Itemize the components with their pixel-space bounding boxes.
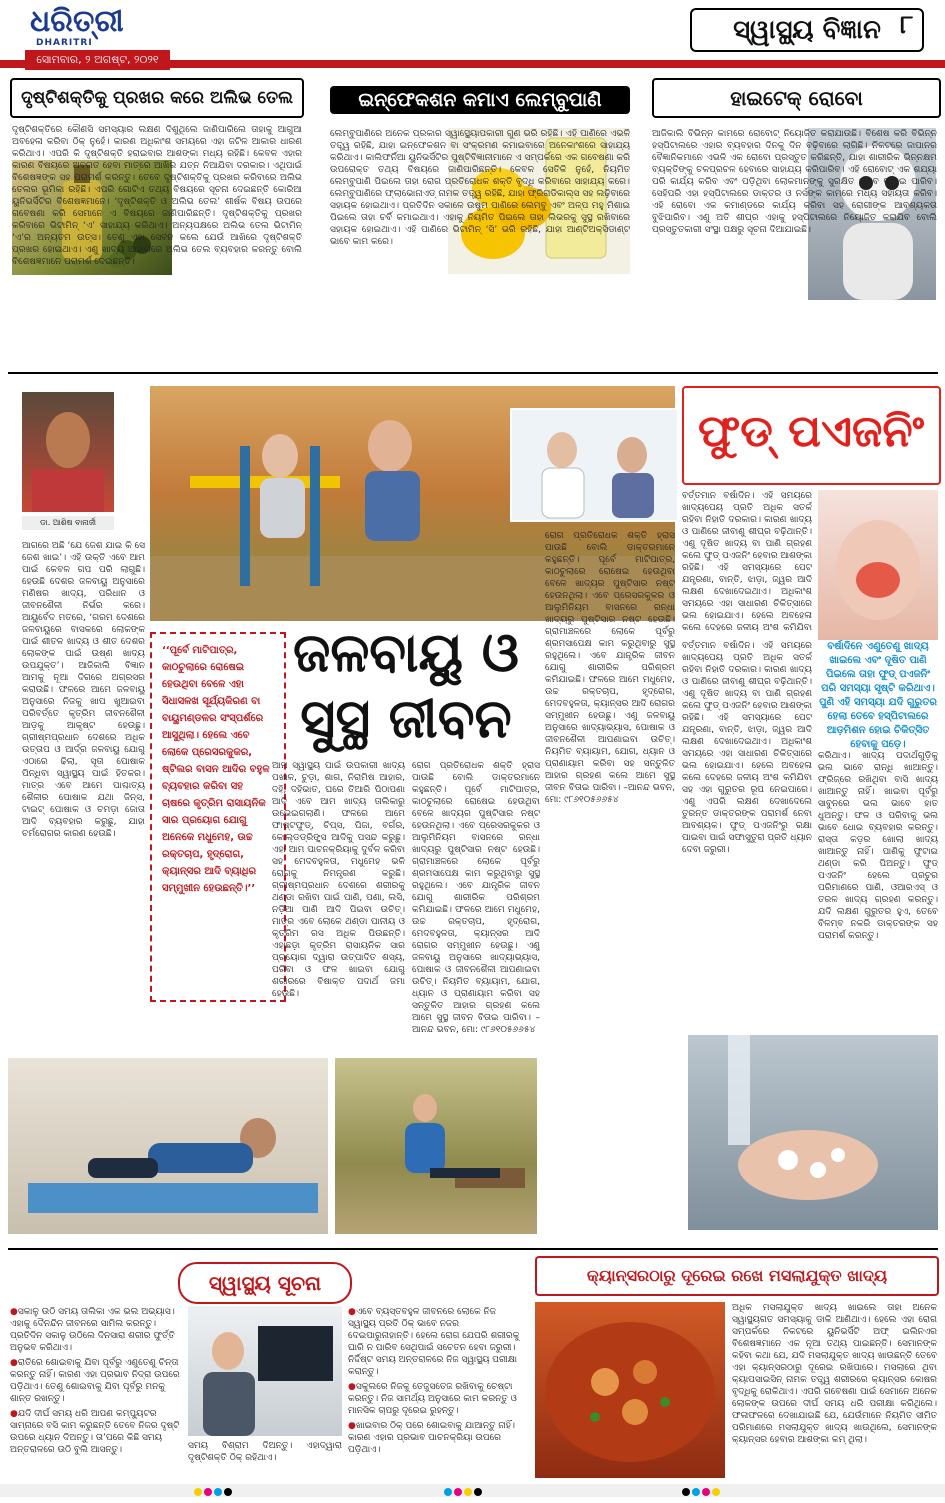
health-tips-col2 bbox=[348, 1306, 526, 1481]
hand-wash-icon bbox=[688, 1035, 938, 1230]
tip-item: ● ଏବେ ବ୍ୟସ୍ତବହୁଳ ଜୀବନରେ ଲୋକେ ନିଜ ସ୍ୱାସ୍ଥ୍ୟ ପ୍ରତି ଠିକ୍ ଭାବେ ନଜର ଦେଇପାରୁନାହାନ୍ତି। ହେଲେ ରୋଗ ଯେପରି ଶରୀରକୁ ଘାରି ନ ପାରିବ ସେଥିପାଇଁ ସଚେତନ ହେବା ଜରୁରୀ। ନିର୍ଦ୍ଦିଷ୍ଟ ସମୟ ଅନ୍ତରାଳରେ ନିଜ ସ୍ୱାସ୍ଥ୍ୟ ପରୀକ୍ଷା କରାନ୍ତୁ। bbox=[348, 1306, 526, 1378]
tip-item: ● ସକାଳୁ ଉଠି ସମୟ ତାଲିକା ଏକ ଭଲ ଅଭ୍ୟାସ। ଏହାକୁ ଦୈନନ୍ଦିନ ଜୀବନରେ ସାମିଲ କରନ୍ତୁ। ପ୍ରତିଦିନ ସକାଳୁ ଉଠିଲେ ଦିନସାରା ଶରୀର ଫୁର୍ତ୍ତି ଅନୁଭବ କରିଥାଏ। bbox=[10, 1306, 185, 1354]
food-poison-body-col3: କରିଥାଏ। ଖାଦ୍ୟ ପଦାର୍ଥଗୁଡ଼ିକୁ ଭଲ ଭାବେ ରାନ୍ଧି ଖାଆନ୍ତୁ। ଫ୍ରିଜ୍‌ରେ ରଖିଥିବା ବାସି ଖାଦ୍ୟ ଖାଆନ୍ତୁ ନାହିଁ। ଖାଇବା ପୂର୍ବରୁ ସାବୁନରେ ଭଲ ଭାବେ ହାତ ଧୁଅନ୍ତୁ। ଫଳ ଓ ପରିବାକୁ ଭଲ ଭାବେ ଧୋଇ ବ୍ୟବହାର କରନ୍ତୁ। ରାସ୍ତା କଡ଼ର ଖୋଲା ଖାଦ୍ୟ ଖାଆନ୍ତୁ ନାହିଁ। ପାଣିକୁ ଫୁଟାଇ ଥଣ୍ଡା କରି ପିଅନ୍ତୁ। ଫୁଡ୍ ପଏଜନିଂ ହେଲେ ପ୍ରଚୁର ପରିମାଣରେ ପାଣି, ଓଆରଏସ୍ ଓ ତରଳ ଖାଦ୍ୟ ଗ୍ରହଣ କରନ୍ତୁ। ଯଦି ଲକ୍ଷଣ ଗୁରୁତର ହୁଏ, ତେବେ ବିଳମ୍ବ ନକରି ଡାକ୍ତରଙ୍କ ସହ ପରାମର୍ଶ କରନ୍ତୁ। bbox=[818, 751, 938, 941]
health-tips-title: ସ୍ୱାସ୍ଥ୍ୟ ସୂଚନା bbox=[178, 1262, 352, 1304]
doctor-consultation-photo bbox=[510, 408, 679, 522]
climate-title-line2: ସୁସ୍ଥ ଜୀବନ bbox=[300, 687, 512, 750]
lemon-article-title: ଇନ୍‌ଫେକଶନ କମାଏ ଲେମ୍ବୁପାଣି bbox=[330, 86, 630, 114]
woman-stretching-icon bbox=[335, 1058, 537, 1234]
newspaper-logo-english: DHARITRI bbox=[36, 38, 93, 48]
food-poison-body-col2: ବର୍ତ୍ତମାନ ବର୍ଷାଦିନ। ଏହି ସମୟରେ ଖାଦ୍ୟପେୟ ପ୍ରତି ଅଧିକ ସତର୍କ ରହିବା ନିହାତି ଦରକାର। କାରଣ ଖାଦ୍ୟ ଓ ପାଣିରେ ଜୀବାଣୁ ଶୀଘ୍ର ବଢ଼ିଥାନ୍ତି। ଏଣୁ ଦୂଷିତ ଖାଦ୍ୟ ବା ପାଣି ଗ୍ରହଣ କଲେ ଫୁଡ୍ ପଏଜନିଂ ହେବାର ଆଶଙ୍କା ରହିଛି। ଏହି ସମସ୍ୟାରେ ପେଟ ଯନ୍ତ୍ରଣା, ବାନ୍ତି, ଝାଡ଼ା, ଜ୍ୱର ଆଦି ଲକ୍ଷଣ ଦେଖାଦେଇଥାଏ। ଅଧିକାଂଶ ସମୟରେ ଏହା ସାଧାରଣ ଚିକିତ୍ସାରେ ଭଲ ହୋଇଯାଏ। ହେଲେ ଅବହେଳା କଲେ ଦେହରେ ଜଳୀୟ ଅଂଶ କମିଯିବା ସହ ଏହା ଗୁରୁତର ରୂପ ନେଇପାରେ। ଏଣୁ ଏପରି ଲକ୍ଷଣ ଦେଖାଦେଲେ ତୁରନ୍ତ ଡାକ୍ତରଙ୍କ ପରାମର୍ଶ ନେବା ଆବଶ୍ୟକ। ଫୁଡ୍ ପଏଜନିଂରୁ ରକ୍ଷା ପାଇବା ପାଇଁ ସଫାସୁତୁରା ପ୍ରତି ଧ୍ୟାନ ଦେବା ଜରୁରୀ। bbox=[682, 641, 812, 855]
man-at-computer-icon bbox=[188, 1306, 342, 1436]
stomach-ache-photo bbox=[818, 490, 938, 640]
health-tips-footer: ସମୟ ବିଶ୍ରାମ ଦିଅନ୍ତୁ। ଏହାଦ୍ୱାରା ଦୃଷ୍ଟିଶକ୍ତି ଠିକ୍ ରହିଥାଏ। bbox=[188, 1441, 342, 1463]
eye-article-title: ଦୃଷ୍ଟିଶକ୍ତିକୁ ପ୍ରଖର କରେ ଅଲିଭ ତେଲ bbox=[10, 78, 304, 118]
author-photo bbox=[22, 392, 114, 512]
robot-article-title: ହାଇଟେକ୍ ରୋବୋ bbox=[652, 78, 941, 118]
climate-article-col4: ରୋଗ ପ୍ରତିରୋଧକ ଶକ୍ତି ହ୍ରାସ ପାଉଛି ବୋଲି ଡାକ୍ତରମାନେ କହୁଛନ୍ତି। ପୂର୍ବେ ମାଟିପାତ୍ର, କାଠଚୁଲାରେ ରୋଷେଇ ହେଉଥିବା ବେଳେ ଖାଦ୍ୟର ପୁଷ୍ଟିସାର ନଷ୍ଟ ହେଉନଥିଲା। ଏବେ ପ୍ରେସରକୁକର ଓ ଆଲୁମିନିୟମ ବାସନରେ ରନ୍ଧା ଖାଦ୍ୟରୁ ପୁଷ୍ଟିସାର ନଷ୍ଟ ହେଉଛି। ଗ୍ରାମାଞ୍ଚଳରେ ଲୋକେ ପୂର୍ବରୁ ଶ୍ରମସାପେକ୍ଷ କାମ କରୁଥିବାରୁ ସୁସ୍ଥ ରହୁଥିଲେ। ଏବେ ଯାନ୍ତ୍ରିକ ଜୀବନ ଯୋଗୁ ଶାରୀରିକ ପରିଶ୍ରମ କମିଯାଇଛି। ଫଳରେ ଆମେ ମଧୁମେହ, ଉଚ୍ଚ ରକ୍ତଚାପ, ହୃଦ୍‌ରୋଗ, ମେଦବହୁଳତା, କ୍ୟାନ୍‌ସର ଆଦି ରୋଗର ସମ୍ମୁଖୀନ ହେଉଛୁ। ଏଣୁ ଜଳବାୟୁ ଅନୁସାରେ ଖାଦ୍ୟାଭ୍ୟାସ, ପୋଷାକ ଓ ଜୀବନଶୈଳୀ ଆପଣାଇବା ଉଚିତ୍। ନିୟମିତ ବ୍ୟାୟାମ, ଯୋଗ, ଧ୍ୟାନ ଓ ପ୍ରାଣାୟାମ କରିବା ସହ ସନ୍ତୁଳିତ ଆହାର ଗ୍ରହଣ କଲେ ଆମେ ସୁସ୍ଥ ଜୀବନ ବିତାଇ ପାରିବା। –ଆନନ୍ଦ ଭବନ, ମୋ: ୯୮୬୧୦୫୬୬୫୪ bbox=[545, 531, 675, 805]
newspaper-logo: ଧରିତ୍ରୀ bbox=[30, 4, 124, 39]
author-name: ଡା. ଆଶିଷ ବାନାର୍ଜୀ bbox=[22, 516, 114, 530]
hand-washing-photo bbox=[688, 1035, 938, 1230]
climate-article-col2: ଆମ ସ୍ୱାସ୍ଥ୍ୟ ପାଇଁ ଉପକାରୀ ଖାଦ୍ୟ ପଖାଳ, ଚୁଡ଼ା, ଶାଗ, ନିରାମିଷ ଆହାର, ଦହି, ଦହିଭାତ, ଘରେ ତିଆରି ପିଠାପଣା ଆଦି ଏବେ ଆମ ଖାଦ୍ୟ ତାଲିକାରୁ ଉଭେଇଗଲାଣି। ଫଳରେ ଆମେ ଫାଷ୍ଟଫୁଡ୍, ଚିପ୍ସ, ପିଜା, ବର୍ଗର, କୋଲ୍ଡଡ୍ରିଙ୍କ୍ସ ଆଦିକୁ ପସନ୍ଦ କରୁଛୁ। ଏହା ଆମ ପାଚନକ୍ରିୟାକୁ ଦୁର୍ବଳ କରିବା ସହ ମେଦବହୁଳତା, ମଧୁମେହ ଭଳି ରୋଗକୁ ନିମନ୍ତ୍ରଣ କରୁଛି। ଗ୍ରୀଷ୍ମପ୍ରଧାନ ଦେଶରେ ଶରୀରକୁ ଥଣ୍ଡା ରଖିବା ପାଇଁ ପାଣି, ପଣା, ଲସି, ନଡ଼ିଆ ପାଣି ଆଦି ପିଇବା ଉଚିତ୍। ମାତ୍ର ଏବେ ଲୋକେ ଥଣ୍ଡା ପାନୀୟ ଓ କୃତ୍ରିମ ରସ ଅଧିକ ପିଉଛନ୍ତି। ଏହାଛଡ଼ା କୃତ୍ରିମ ରାସାୟନିକ ସାର ପ୍ରୟୋଗ ଦ୍ୱାରା ଉତ୍ପାଦିତ ଶସ୍ୟ, ପରିବା ଓ ଫଳ ଖାଇବା ଯୋଗୁ ଶରୀରରେ ବିଷାକ୍ତ ପଦାର୍ଥ ଜମା ହେଉଛି। bbox=[272, 761, 405, 999]
food-poison-title-box bbox=[682, 386, 941, 485]
section-divider bbox=[8, 372, 938, 374]
food-poison-body-col1: ବର୍ତ୍ତମାନ ବର୍ଷାଦିନ। ଏହି ସମୟରେ ଖାଦ୍ୟପେୟ ପ୍ରତି ଅଧିକ ସତର୍କ ରହିବା ନିହାତି ଦରକାର। କାରଣ ଖାଦ୍ୟ ଓ ପାଣିରେ ଜୀବାଣୁ ଶୀଘ୍ର ବଢ଼ିଥାନ୍ତି। ଏଣୁ ଦୂଷିତ ଖାଦ୍ୟ ବା ପାଣି ଗ୍ରହଣ କଲେ ଫୁଡ୍ ପଏଜନିଂ ହେବାର ଆଶଙ୍କା ରହିଛି। ଏହି ସମସ୍ୟାରେ ପେଟ ଯନ୍ତ୍ରଣା, ବାନ୍ତି, ଝାଡ଼ା, ଜ୍ୱର ଆଦି ଲକ୍ଷଣ ଦେଖାଦେଇଥାଏ। ଅଧିକାଂଶ ସମୟରେ ଏହା ସାଧାରଣ ଚିକିତ୍ସାରେ ଭଲ ହୋଇଯାଏ। ହେଲେ ଅବହେଳା କଲେ ଦେହରେ ଜଳୀୟ ଅଂଶ କମିଯିବା bbox=[682, 491, 812, 633]
climate-title-line1: ଜଳବାୟୁ ଓ bbox=[293, 621, 519, 684]
page-number: ୮ bbox=[900, 10, 914, 40]
curry-bowl-icon bbox=[535, 1302, 725, 1478]
tip-item: ● ଖାଇବାର ଠିକ୍ ପରେ ଶୋଇବାକୁ ଯାଆନ୍ତୁ ନାହିଁ। କାରଣ ଏହାର ପ୍ରଭାବ ପାଚନକ୍ରିୟା ଉପରେ ପଡ଼ିଥାଏ। bbox=[348, 1420, 526, 1456]
stomach-pain-icon bbox=[818, 490, 938, 640]
climate-article-col1: ଆଗରେ ଅଛି ‘ଯେ ଜେଶ ଯାଇ କି ସେ ଜେଶ ଖାଇ’। ଏହି ଉକ୍ତି ଏବେ ଆମ ପାଇଁ କେବଳ ଗପ ପରି ଲାଗୁଛି। ହେଉଛି ଦେଶର ଜଳବାୟୁ ଅନୁସାରେ ମଣିଷର ଖାଦ୍ୟ, ପରିଧାନ ଓ ଜୀବନଶୈଳୀ ନିର୍ଭର କରେ। ଆୟୁର୍ବେଦ ମତରେ, ‘ଗରମ ଦେଶରେ ଜଳବାୟୁରେ ବାସକରେ ଲୋକଙ୍କ ପାଇଁ ଶୀତଳ ଖାଦ୍ୟ ଓ ଶୀତ ଦେଶର ଲୋକଙ୍କ ପାଇଁ ଉଷ୍ଣ ଖାଦ୍ୟ ଉପଯୁକ୍ତ’। ଆଜିକାଲି ବିଜ୍ଞାନ ଆମକୁ ନୂଆ ଦିଗରେ ଅଗ୍ରସର କରାଉଛି। ଫଳରେ ଆମେ ଜଳବାୟୁ ଅନୁସାରେ ନିଜକୁ ଖାପ ଖୁଆଇବା ପରିବର୍ତ୍ତେ କୃତ୍ରିମ ଜୀବନଶୈଳୀ ଆଡ଼କୁ ଆକୃଷ୍ଟ ହେଉଛୁ। ଗ୍ରୀଷ୍ମପ୍ରଧାନ ଦେଶରେ ଅଧିକ ଉତ୍ତାପ ଓ ଆର୍ଦ୍ର ଜଳବାୟୁ ଯୋଗୁ ଏଠାରେ ଢିଲା, ସୂତା ପୋଷାକ ପିନ୍ଧିବା ସ୍ୱାସ୍ଥ୍ୟ ପାଇଁ ହିତକର। ମାତ୍ର ଏବେ ଆମେ ପାଶ୍ଚାତ୍ୟ ଶୈଳୀର ପୋଷାକ ଯଥା ଜିନ୍ସ, ଟାଇଟ୍ ପୋଷାକ ଓ ଚମଡ଼ା ଜୋତା ଆଦି ବ୍ୟବହାର କରୁଛୁ, ଯାହା ଚର୍ମରୋଗର କାରଣ ହେଉଛି। bbox=[22, 541, 145, 839]
computer-user-photo bbox=[188, 1306, 342, 1436]
cancer-article-body: ଅଧିକ ମସଲାଯୁକ୍ତ ଖାଦ୍ୟ ଖାଇଲେ ତାହା ଅନେକ ସ୍ୱାସ୍ଥ୍ୟଗତ ସମସ୍ୟାକୁ ଡାକି ଆଣିଥାଏ। ହେଲେ ଏହା ରୋଗ ସମ୍ପର୍କରେ ନିକଟରେ ୟୁନିଭର୍ସିଟି ଅଫ୍ ଇଲିନଏର ବିଶେଷଜ୍ଞମାନେ ଏକ ନୂଆ ତଥ୍ୟ ପାଇଛନ୍ତି। ସେମାନଙ୍କ କହିବା କଥା ଯେ, ଯଦି ମସଲାଯୁକ୍ତ ଖାଦ୍ୟ ଖାଉଛନ୍ତି ତେବେ ଏହା କ୍ୟାନ୍‌ସରଠାରୁ ଦୂରେଇ ରଖିପାରେ। ମସଲାରେ ଥିବା କ୍ୟାପସାଇସିନ୍ ନାମକ ତତ୍ତ୍ୱ ଶରୀରରେ କ୍ୟାନ୍‌ସର କୋଷର ବୃଦ୍ଧିକୁ ରୋକିଥାଏ। ଏପରି ଗବେଷଣା ପାଇଁ ସେମାନେ ଅନେକ ଲୋକଙ୍କ ଉପରେ ଦୀର୍ଘ ସମୟ ଧରି ପରୀକ୍ଷା କରିଥିଲେ। ଫଳାଫଳରେ ଦେଖାଯାଇଛି ଯେ, ଯେଉଁମାନେ ନିୟମିତ ସୀମିତ ପରିମାଣରେ ମସଲାଯୁକ୍ତ ଖାଦ୍ୟ ଖାଉଥିଲେ, ସେମାନଙ୍କ କ୍ୟାନ୍‌ସର ହେବାର ଆଶଙ୍କା କମ୍ ଥିଲା। bbox=[732, 1303, 937, 1445]
stretching-photo bbox=[335, 1058, 537, 1234]
print-registration-bar bbox=[0, 1484, 945, 1497]
cancer-article-title: କ୍ୟାନ୍‌ସରଠାରୁ ଦୂରେଇ ରଖେ ମସଲାଯୁକ୍ତ ଖାଦ୍ୟ bbox=[535, 1256, 939, 1296]
climate-article-col3: ରୋଗ ପ୍ରତିରୋଧକ ଶକ୍ତି ହ୍ରାସ ପାଉଛି ବୋଲି ଡାକ୍ତରମାନେ କହୁଛନ୍ତି। ପୂର୍ବେ ମାଟିପାତ୍ର, କାଠଚୁଲାରେ ରୋଷେଇ ହେଉଥିବା ବେଳେ ଖାଦ୍ୟର ପୁଷ୍ଟିସାର ନଷ୍ଟ ହେଉନଥିଲା। ଏବେ ପ୍ରେସରକୁକର ଓ ଆଲୁମିନିୟମ ବାସନରେ ରନ୍ଧା ଖାଦ୍ୟରୁ ପୁଷ୍ଟିସାର ନଷ୍ଟ ହେଉଛି। ଗ୍ରାମାଞ୍ଚଳରେ ଲୋକେ ପୂର୍ବରୁ ଶ୍ରମସାପେକ୍ଷ କାମ କରୁଥିବାରୁ ସୁସ୍ଥ ରହୁଥିଲେ। ଏବେ ଯାନ୍ତ୍ରିକ ଜୀବନ ଯୋଗୁ ଶାରୀରିକ ପରିଶ୍ରମ କମିଯାଇଛି। ଫଳରେ ଆମେ ମଧୁମେହ, ଉଚ୍ଚ ରକ୍ତଚାପ, ହୃଦ୍‌ରୋଗ, ମେଦବହୁଳତା, କ୍ୟାନ୍‌ସର ଆଦି ରୋଗର ସମ୍ମୁଖୀନ ହେଉଛୁ। ଏଣୁ ଜଳବାୟୁ ଅନୁସାରେ ଖାଦ୍ୟାଭ୍ୟାସ, ପୋଷାକ ଓ ଜୀବନଶୈଳୀ ଆପଣାଇବା ଉଚିତ୍। ନିୟମିତ ବ୍ୟାୟାମ, ଯୋଗ, ଧ୍ୟାନ ଓ ପ୍ରାଣାୟାମ କରିବା ସହ ସନ୍ତୁଳିତ ଆହାର ଗ୍ରହଣ କଲେ ଆମେ ସୁସ୍ଥ ଜୀବନ ବିତାଇ ପାରିବା। –ଆନନ୍ଦ ଭବନ, ମୋ: ୯୮୬୧୦୫୬୬୫୪ bbox=[412, 761, 540, 1035]
tip-item: ● ସକୁଲରେ ନିଜକୁ ତେଜୁସତେଜ ରଖିବାକୁ ଚେଷ୍ଟା କରନ୍ତୁ। ନିଜ ସାମର୍ଥ୍ୟ ଅନୁସାରେ କାମ କରନ୍ତୁ ଓ ମାନସିକ ଚାପରୁ ଦୂରେଇ ରୁହନ୍ତୁ। bbox=[348, 1381, 526, 1417]
spicy-food-photo bbox=[535, 1302, 725, 1478]
robot-article-body: ଆଜିକାଲି ବିଭିନ୍ନ କାମରେ ରୋବୋଟ୍ ନିୟୋଜିତ କରାଯାଉଛି। ବିଶେଷ କରି ବିଭିନ୍ନ ହସ୍ପିଟାଲରେ ଏହାର ବ୍ୟବହାର ଦିନକୁ ଦିନ ବଢ଼ିବାରେ ଲାଗିଛି। ନିକଟରେ ଜାପାନର ବୈଜ୍ଞାନିକମାନେ ଏଭଳି ଏକ ରୋବୋ ପ୍ରସ୍ତୁତ କରିଛନ୍ତି, ଯାହା ଶାରୀରିକ ଭିନ୍ନକ୍ଷମ ବ୍ୟକ୍ତିଙ୍କୁ ଚଳପ୍ରଚଳ ହେବାରେ ସାହାଯ୍ୟ କରିପାରିବ। ଏହି ରୋବୋଟ୍ ଏକ ଶଯ୍ୟା ପରି କାର୍ଯ୍ୟ କରିବ ଏବଂ ପଡ଼ିଥିବା ଲୋକମାନଙ୍କୁ ସୁରକ୍ଷିତ ଭାବେ ଉଠାଇ ପାରିବ। ସେହିପରି ଏହା ହସ୍ପିଟାଲରେ ଡାକ୍ତର ଓ ନର୍ସଙ୍କ କାମରେ ମଧ୍ୟ ସହାୟତା କରିବ। ଏହି ରୋବୋ ଏକ କମାଣ୍ଡରେ କାର୍ଯ୍ୟ କରିବା ସହ ରୋଗୀଙ୍କ ଆବଶ୍ୟକତା ବୁଝିପାରିବ। ଏଣୁ ଅତି ଶୀଘ୍ର ଏହାକୁ ହସ୍ପିଟାଲରେ ନିୟୋଜିତ କରାଯିବ ବୋଲି ପ୍ରସ୍ତୁତକାରୀ ସଂସ୍ଥା ପକ୍ଷରୁ ସୂଚନା ଦିଆଯାଇଛି। bbox=[652, 129, 937, 235]
dateline: ସୋମବାର, ୨ ଅଗଷ୍ଟ, ୨୦୨୧ bbox=[25, 50, 170, 70]
section-divider-bottom bbox=[8, 1248, 938, 1250]
man-exercising-icon bbox=[8, 1058, 328, 1234]
cmyk-dots-icon bbox=[0, 1486, 945, 1499]
lemon-article-body: ଲେମ୍ବୁପାଣିରେ ଅନେକ ପ୍ରକାର ସ୍ୱାସ୍ଥ୍ୟୋପକାରୀ ଗୁଣ ଭରି ରହିଛି। ଏହି ପାଣିରେ ଏଭଳି ତତ୍ତ୍ୱ ରହିଛି, ଯାହା ଇନ୍‌ଫେକଶନ ବା ସଂକ୍ରମଣ କମାଇବାରେ ଅନେକାଂଶରେ ସାହାଯ୍ୟ କରିଥାଏ। କାଲିଫର୍ନିଆ ୟୁନିଭର୍ସିଟିର ପୁଷ୍ଟିବିଜ୍ଞାନୀମାନେ ଏ ସମ୍ପର୍କରେ ଏକ ଗବେଷଣା କରି ଉପରୋକ୍ତ ତଥ୍ୟ ବିଷୟରେ ଜାଣିପାରିଛନ୍ତି। କେବଳ ସେତିକି ନୁହେଁ, ନିୟମିତ ଲେମ୍ବୁପାଣି ପିଇଲେ ତାହା ରୋଗ ପ୍ରତିରୋଧକ ଶକ୍ତି ବୃଦ୍ଧି କରିବାରେ ସାହାଯ୍ୟ କରେ। ଲେମ୍ବୁପାଣିରେ ଫ୍ଲାଭୋନାଏଡ୍ ନାମକ ତତ୍ତ୍ୱ ରହିଛି, ଯାହା ଫ୍ରିରାଡିକାଲ୍‌ସ ସହ ଲଢ଼ିବାରେ ସହାୟକ ହୋଇଥାଏ। ପ୍ରତିଦିନ ସକାଳେ ଉଷୁମ ପାଣିରେ ଲେମ୍ବୁ ଏବଂ ଅଳ୍ପ ମହୁ ମିଶାଇ ପିଇଲେ ତାହା ଚର୍ବି କମାଇଥାଏ। ଏହାକୁ ନିୟମିତ ପିଇଲେ ତାହା ଲିଭରକୁ ସୁସ୍ଥ ରଖିବାରେ ସହାୟକ ହୋଇଥାଏ। ଏହି ପାଣିରେ ଭିଟାମିନ୍ ‘ସି’ ଭରି ରହିଛି, ଯାହା ଆଣ୍ଟିଅକ୍ସିଡାଣ୍ଟ ଭାବେ କାମ କରେ। bbox=[330, 129, 630, 247]
doctor-patient-icon bbox=[512, 410, 677, 520]
eye-article-body: ଦୃଷ୍ଟିଶକ୍ତିରେ କୌଣସି ସମସ୍ୟାର ଲକ୍ଷଣ ଦିଶୁଥିଲେ ଜାଣିପାରିଲେ ତାହାକୁ ଆଗୁଆ ଅବହେଳା କରିବା ଠିକ୍ ନୁହେଁ। କାରଣ ଅଧିକାଂଶ ସମୟରେ ଏହା ଜଟିଳ ଆକାର ଧାରଣ କରିଥାଏ। ଏପରି କି ଦୃଷ୍ଟିଶକ୍ତି ହରାଇବାର ଆଶଙ୍କା ମଧ୍ୟ ରହିଛି। କେବଳ ଏହାର କାରଣ ବିଷୟରେ ଅବଗତ ହେବା ମାତ୍ରେ ଆଖିର ଯତ୍ନ ନିଆଯିବା ଦରକାର। ଏଥିପାଇଁ ବିଶେଷଜ୍ଞଙ୍କ ସହ ପରାମର୍ଶ କରନ୍ତୁ। ତେବେ ଦୃଷ୍ଟିଶକ୍ତିକୁ ପ୍ରଖର କରିବାରେ ଅଲିଭ ତେଲର ଭୂମିକା ରହିଛି। ଏପରି ଗୋଟିଏ ତଥ୍ୟ ବିଷୟରେ ସୂଚନା ଦେଇଛନ୍ତି କୋରିଆ ୟୁନିଭର୍ସିଟିର ବିଶେଷଜ୍ଞମାନେ। ‘ଦୃଷ୍ଟିଶକ୍ତି ଓ ଅଲିଭ ତେଲ’ ଶୀର୍ଷକ ବିଷୟ ଉପରେ ଗବେଷଣା କରି ସେମାନେ ଏ ବିଷୟରେ ଜାଣିପାରିଛନ୍ତି। ଦୃଷ୍ଟିଶକ୍ତିକୁ ପ୍ରଖର କରିବାରେ ଭିଟାମିନ୍ ‘ଏ’ ସାହାଯ୍ୟ କରିଥାଏ। ଅନ୍ୟପକ୍ଷରେ ଅଲିଭ ତେଲ ଭିଟାମିନ୍ ‘ଏ’ର ଅନ୍ୟତମ ଉତ୍ସ। ତେଣୁ ଏହା ସେବନ କଲେ ଯେଉଁ ଆଖିରେ ଦୃଷ୍ଟିଶକ୍ତି ପ୍ରଖର ହୋଇଥାଏ। ଏଣୁ ଖାଦ୍ୟ ଆହାରରେ ଅଲିଭ ତେଲ ବ୍ୟବହାର କରନ୍ତୁ ବୋଲି ବିଶେଷଜ୍ଞମାନେ ପରାମର୍ଶ ଦେଇଛନ୍ତି। bbox=[12, 125, 302, 267]
food-poison-title: ଫୁଡ୍ ପଏଜନିଂ bbox=[698, 406, 925, 457]
section-title: ସ୍ୱାସ୍ଥ୍ୟ ବିଜ୍ଞାନ bbox=[690, 8, 924, 52]
situps-photo bbox=[8, 1058, 328, 1234]
tip-item: ● ଯଦି ଦୀର୍ଘ ସମୟ ଧରି ଆପଣ କମ୍ପ୍ୟୁଟର ସାମ୍ନାରେ ବସି କାମ କରୁଛନ୍ତି ତେବେ ନିଜର ଦୃଷ୍ଟି ଉପରେ ଧ୍ୟାନ ଦିଅନ୍ତୁ। ତା’ପରେ କିଛି ସମୟ ଅନ୍ତରାଳରେ ଉଠି ବୁଲି ଆସନ୍ତୁ। bbox=[10, 1408, 185, 1456]
climate-pull-quote: ‘‘ପୂର୍ବେ ମାଟିପାତ୍ର, କାଠଚୁଲାରେ ରୋଷେଇ ହେଉଥିବା ବେଳେ ଏହା ସିଧାସଳଖ ସୂର୍ଯ୍ୟକିରଣ ବା ବାୟୁମଣ୍ଡଳର ସଂସ୍ପର୍ଶରେ ଆସୁଥିଲା। ହେଲେ ଏବେ ଲୋକେ ପ୍ରେସରକୁକର, ଷ୍ଟିଲର ବାସନ ଆଦିର ବହୁଳ ବ୍ୟବହାର କରିବା ସହ ଚାଷରେ କୃତ୍ରିମ ରାସାୟନିକ ସାର ପ୍ରୟୋଗ ଯୋଗୁ ଅନେକେ ମଧୁମେହ, ଉଚ୍ଚ ରକ୍ତଚାପ, ହୃଦ୍‌ରୋଗ, କ୍ୟାନ୍‌ସର ଆଦି ବ୍ୟାଧିର ସମ୍ମୁଖୀନ ହେଉଛନ୍ତି।’’ bbox=[150, 632, 286, 1002]
author-portrait-icon bbox=[22, 392, 114, 512]
climate-article-title bbox=[275, 620, 537, 752]
food-poison-callout: ବର୍ଷାଦିନେ ଏଣୁତେଣୁ ଖାଦ୍ୟ ଖାଇଲେ ଏବଂ ଦୂଷିତ ପାଣି ପିଇଲେ ତାହା ଫୁଡ୍ ପଏଜନିଂ ପରି ସମସ୍ୟା ସୃଷ୍ଟି କରିଥାଏ। ପୁଣି ଏହି ସମସ୍ୟା ଯଦି ଗୁରୁତର ହେଲା ତେବେ ହସ୍ପିଟାଲରେ ଆଡ଼ମିଶନ ହୋଇ ଚିକିତ୍ସିତ ହେବାକୁ ପଡ଼େ। bbox=[819, 641, 937, 750]
health-tips-col1 bbox=[10, 1306, 185, 1481]
tip-item: ● ରାତିରେ ଶୋଇବାକୁ ଯିବା ପୂର୍ବରୁ ଏଣୁତେଣୁ ଚିନ୍ତା କରନ୍ତୁ ନାହିଁ। କାରଣ ଏହା ପ୍ରଭାବ ନିଦ୍ରା ଉପରେ ପଡ଼ିଥାଏ। ତେଣୁ ଶୋଇବାକୁ ଯିବା ପୂର୍ବରୁ ମନକୁ ଶାନ୍ତ ରଖନ୍ତୁ। bbox=[10, 1357, 185, 1405]
